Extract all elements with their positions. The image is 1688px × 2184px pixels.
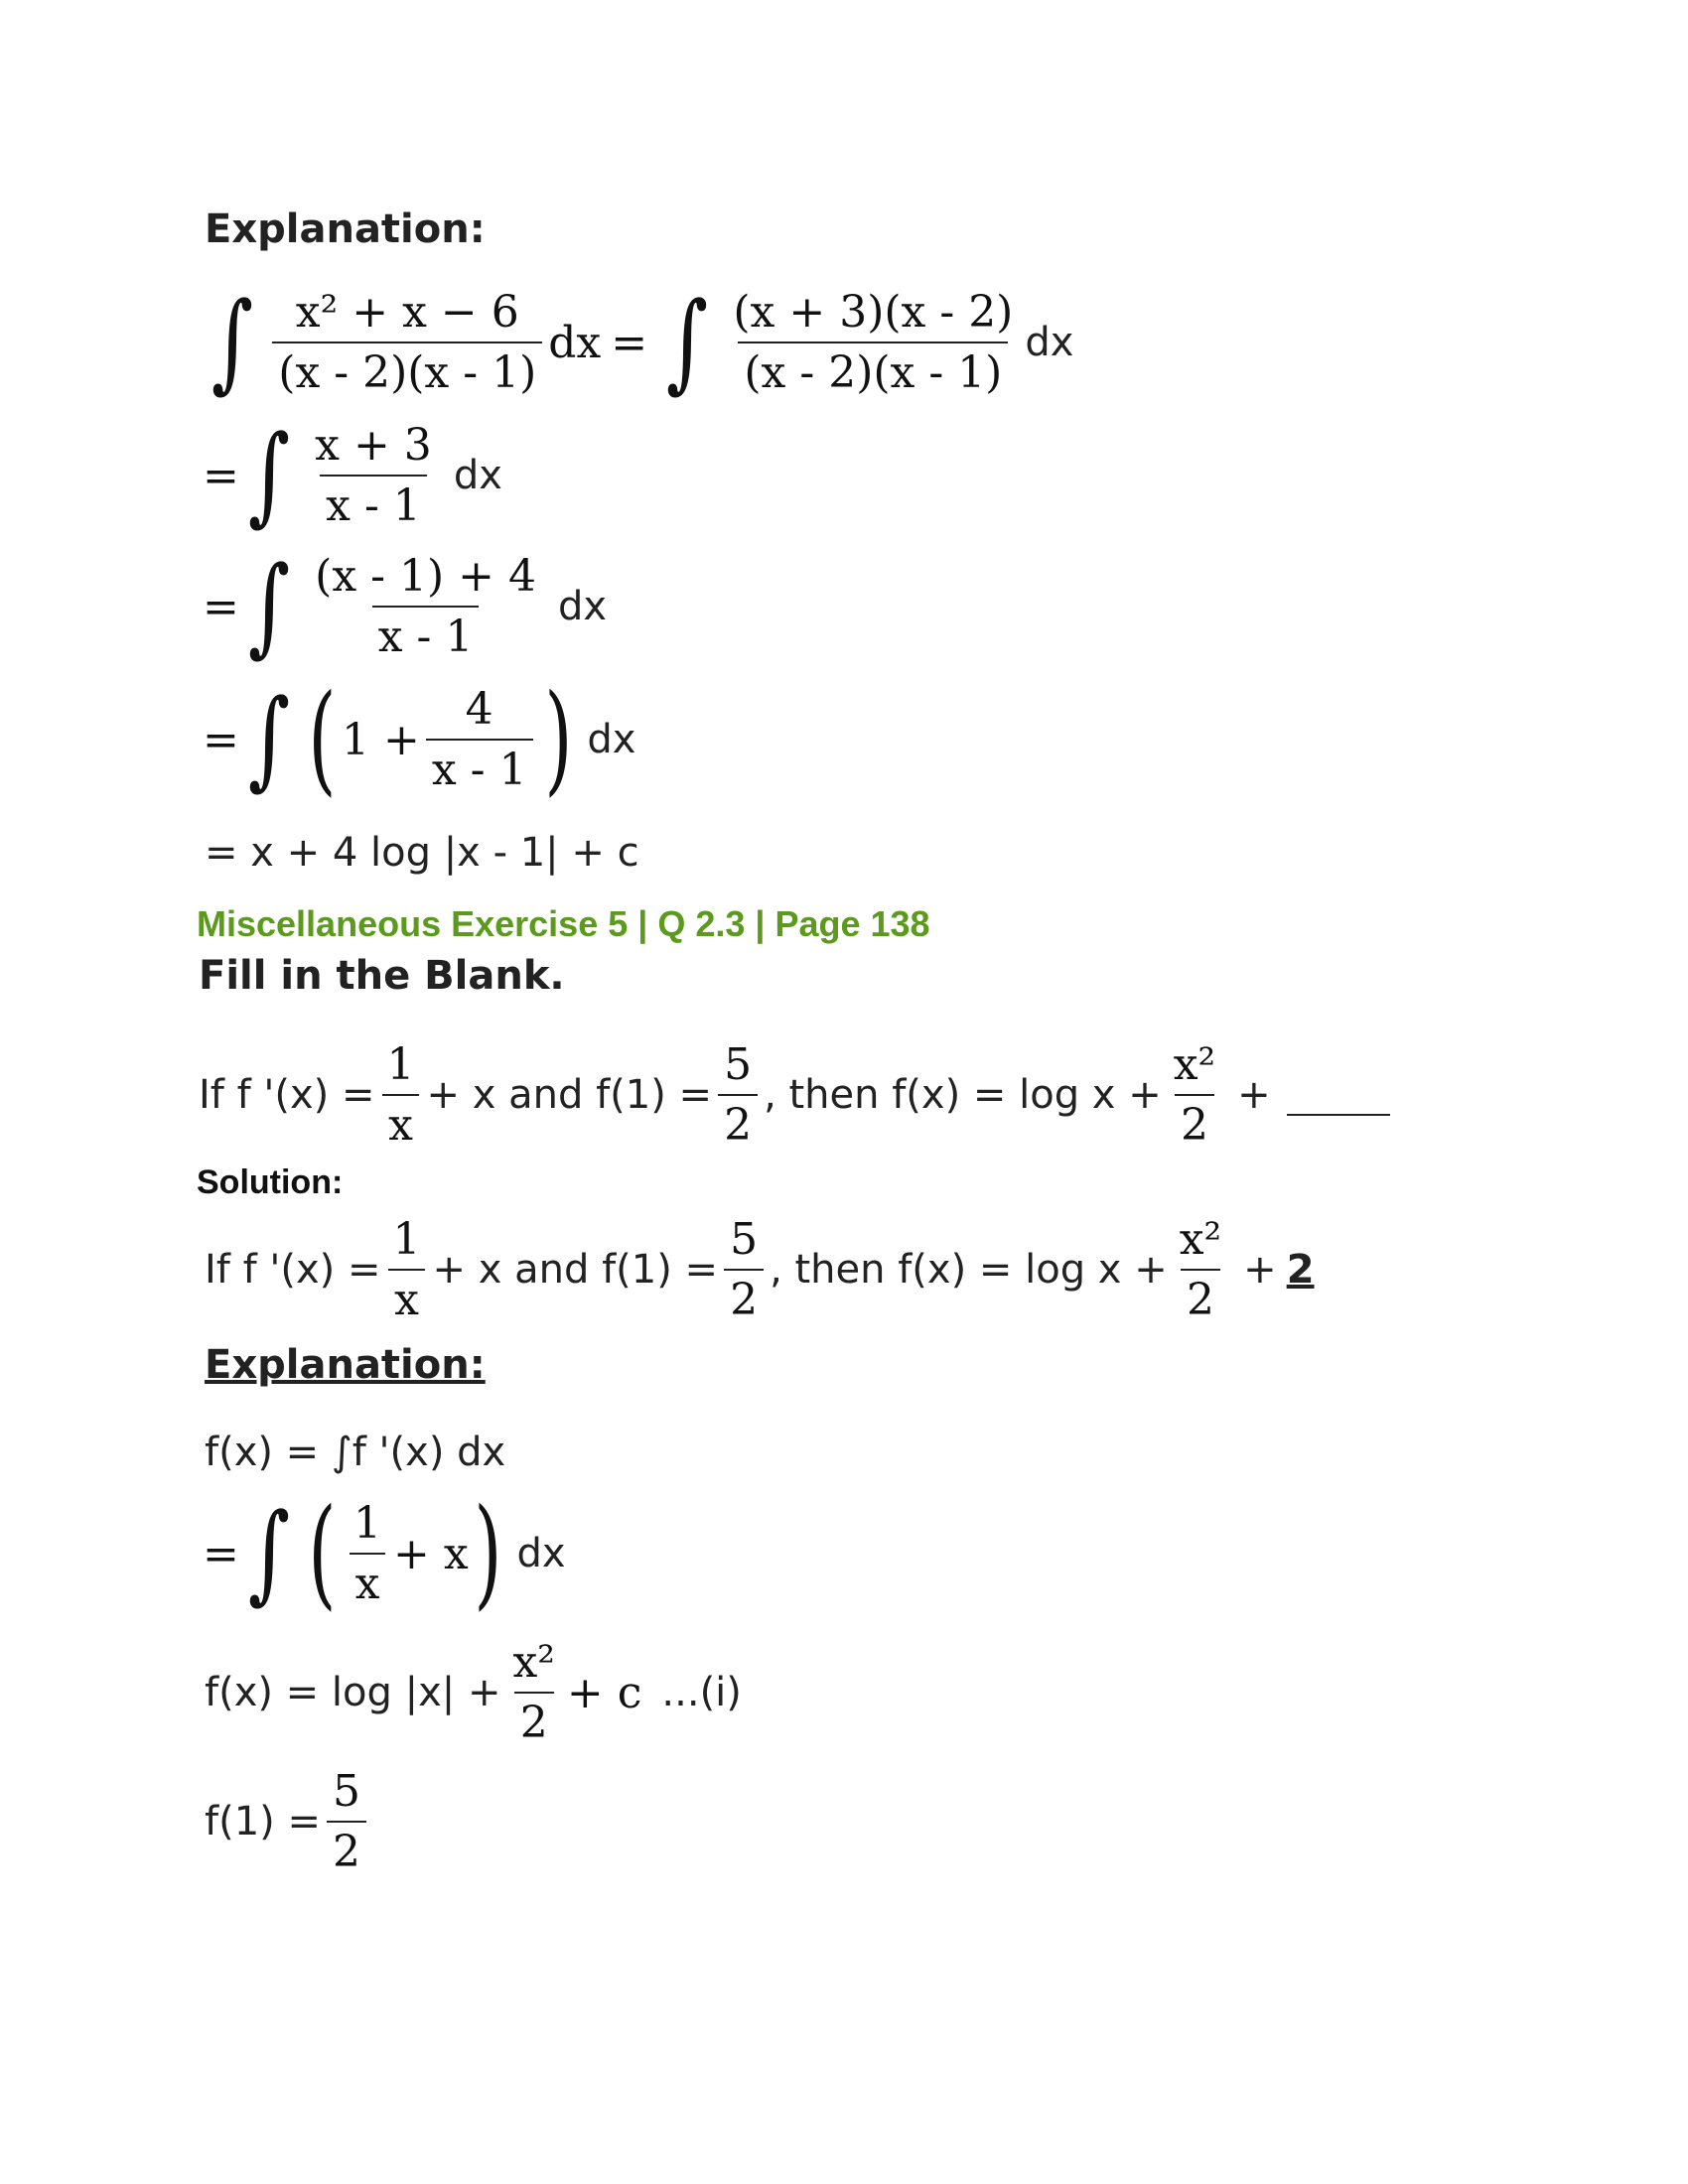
fraction	[381, 1039, 421, 1151]
fraction	[327, 1766, 366, 1877]
plus-c-term: + c	[566, 1667, 642, 1718]
numerator: 1	[392, 1214, 421, 1265]
dx-term: dx	[557, 584, 608, 629]
explanation-heading-2	[205, 1342, 486, 1388]
solution-then: , then f(x) = log x +	[770, 1247, 1168, 1293]
denominator: (x - 2)(x - 1)	[272, 341, 542, 398]
right-paren: )	[543, 670, 572, 808]
solution-label-text: Solution:	[197, 1163, 344, 1201]
equals-sign: =	[203, 581, 239, 632]
explanation-heading-text: Explanation:	[205, 1342, 486, 1388]
question-title	[199, 953, 565, 999]
explanation-heading	[205, 206, 486, 252]
equals-sign: =	[611, 317, 648, 368]
equation-tag: ...(i)	[661, 1670, 742, 1715]
explanation-heading-text: Explanation:	[205, 206, 486, 252]
denominator: 2	[514, 1692, 554, 1748]
derivation-prefix: f(1) =	[205, 1799, 321, 1844]
answer-value: 2	[1286, 1247, 1315, 1293]
fraction	[348, 1498, 387, 1609]
fraction	[727, 287, 1019, 398]
solution-middle: + x and f(1) =	[432, 1247, 719, 1293]
numerator: (x - 1) + 4	[315, 551, 536, 602]
integral-sign: ∫	[247, 677, 291, 801]
fraction	[309, 551, 542, 662]
fraction	[387, 1214, 427, 1325]
denominator: x	[382, 1094, 419, 1151]
numerator: x²	[1179, 1214, 1222, 1265]
derivation-line-3	[205, 1628, 742, 1757]
plus-x-term: + x	[392, 1528, 469, 1579]
integral-line-2	[203, 411, 502, 540]
fraction	[718, 1039, 758, 1151]
derivation-line-4	[205, 1757, 372, 1886]
derivation-line-2	[203, 1484, 566, 1622]
dx-term: dx	[516, 1531, 566, 1576]
plus-sign: +	[1243, 1247, 1277, 1293]
dx-term: dx	[587, 717, 636, 762]
derivation-line-1	[205, 1430, 505, 1475]
equals-sign: =	[203, 714, 239, 765]
numerator: x + 3	[315, 420, 432, 471]
exercise-reference-link[interactable]: Miscellaneous Exercise 5 | Q 2.3 | Page 138	[197, 903, 930, 944]
integral-sign: ∫	[247, 413, 291, 537]
dx-term: dx	[548, 317, 602, 368]
fraction	[506, 1637, 560, 1748]
question-middle: + x and f(1) =	[426, 1072, 713, 1118]
right-paren: )	[474, 1484, 502, 1622]
left-paren: (	[308, 670, 337, 808]
exercise-reference[interactable]	[197, 903, 930, 945]
denominator: 2	[327, 1821, 366, 1877]
integral-sign: ∫	[247, 544, 291, 668]
one-plus-term: 1 +	[341, 714, 420, 765]
numerator: 4	[465, 684, 493, 735]
fraction	[309, 420, 438, 531]
question-title-text: Fill in the Blank.	[199, 953, 565, 999]
numerator: 1	[386, 1039, 415, 1090]
denominator: x - 1	[426, 739, 533, 795]
denominator: 2	[718, 1094, 758, 1151]
numerator: 5	[724, 1039, 753, 1090]
denominator: (x - 2)(x - 1)	[738, 341, 1008, 398]
integral-line-3	[203, 542, 607, 671]
question-line	[199, 1030, 1390, 1160]
denominator: x	[350, 1553, 386, 1609]
numerator: 5	[730, 1214, 759, 1265]
dx-term: dx	[453, 453, 502, 498]
result-text: = x + 4 log |x - 1| + c	[205, 830, 639, 876]
derivation-text: f(x) = ∫f '(x) dx	[205, 1430, 506, 1475]
equals-sign: =	[203, 1528, 239, 1579]
numerator: (x + 3)(x - 2)	[733, 287, 1014, 338]
integral-sign: ∫	[666, 280, 709, 404]
plus-sign: +	[1237, 1072, 1271, 1118]
fraction	[426, 684, 533, 795]
fraction	[1174, 1214, 1227, 1325]
denominator: x - 1	[372, 606, 480, 662]
solution-label	[197, 1163, 343, 1202]
answer-blank	[1287, 1074, 1390, 1116]
fraction	[1168, 1039, 1221, 1151]
integral-line-4	[203, 670, 636, 808]
numerator: x²	[1173, 1039, 1216, 1090]
numerator: 1	[352, 1498, 381, 1549]
solution-line	[205, 1205, 1315, 1334]
fraction	[272, 287, 542, 398]
numerator: x² + x − 6	[295, 287, 519, 338]
integral-line-1	[203, 278, 1073, 407]
fraction	[724, 1214, 764, 1325]
denominator: 2	[1181, 1269, 1220, 1325]
question-prefix: If f '(x) =	[199, 1072, 375, 1118]
left-paren: (	[308, 1484, 337, 1622]
derivation-prefix: f(x) = log |x| +	[205, 1670, 501, 1715]
question-then: , then f(x) = log x +	[764, 1072, 1162, 1118]
integral-sign: ∫	[247, 1491, 291, 1615]
result-line	[205, 830, 639, 876]
denominator: 2	[1175, 1094, 1214, 1151]
integral-sign: ∫	[211, 280, 254, 404]
numerator: 5	[332, 1766, 360, 1817]
denominator: x	[388, 1269, 425, 1325]
denominator: 2	[724, 1269, 764, 1325]
equals-sign: =	[203, 450, 239, 501]
solution-prefix: If f '(x) =	[205, 1247, 381, 1293]
dx-term: dx	[1025, 320, 1074, 365]
denominator: x - 1	[320, 475, 427, 531]
numerator: x²	[512, 1637, 555, 1688]
